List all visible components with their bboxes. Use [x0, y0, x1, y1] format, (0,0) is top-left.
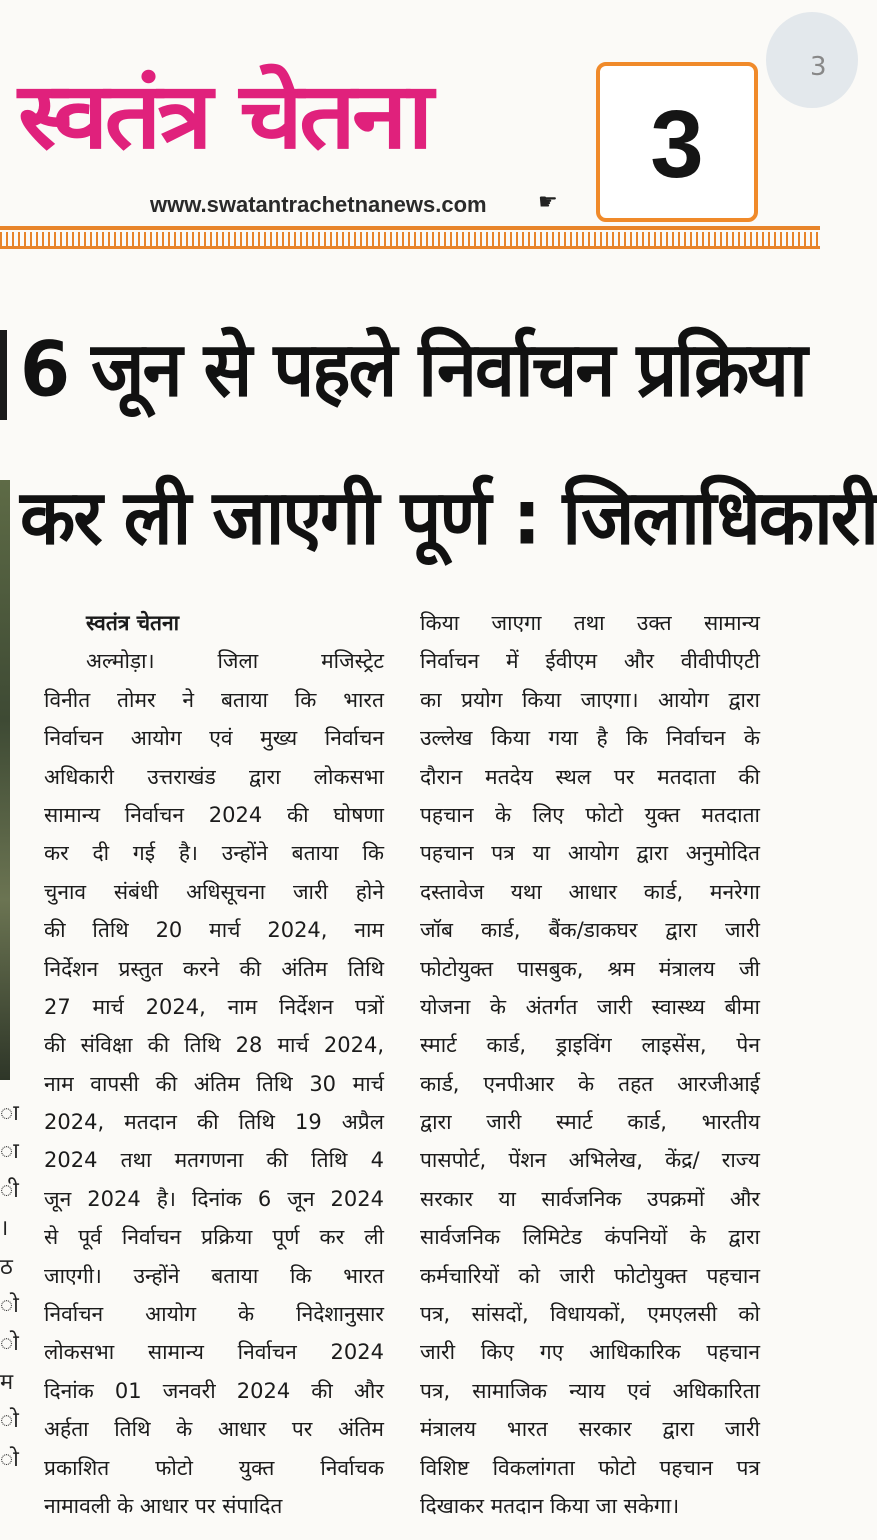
article-line: पत्र, सामाजिक न्याय एवं अधिकारिता	[420, 1378, 760, 1403]
article-line: जाएगी। उन्होंने बताया कि भारत	[44, 1263, 384, 1288]
adjacent-photo-fragment	[0, 480, 10, 1080]
headline-line-2: कर ली जाएगी पूर्ण : जिलाधिकारी	[20, 473, 877, 562]
article-line: का प्रयोग किया जाएगा। आयोग द्वारा	[420, 687, 760, 712]
article-line: जारी किए गए आधिकारिक पहचान	[420, 1340, 760, 1365]
article-line: से पूर्व निर्वाचन प्रक्रिया पूर्ण कर ली	[44, 1225, 384, 1250]
fragment-glyph: ा	[0, 1101, 19, 1126]
article-line: प्रकाशित फोटो युक्त निर्वाचक	[44, 1455, 384, 1480]
article-line: सरकार या सार्वजनिक उपक्रमों और	[420, 1186, 760, 1211]
fragment-glyph: म	[0, 1369, 14, 1395]
article-line: नाम वापसी की अंतिम तिथि 30 मार्च	[44, 1071, 384, 1096]
masthead-divider	[0, 226, 820, 250]
article-line: 27 मार्च 2024, नाम निर्देशन पत्रों	[44, 994, 384, 1019]
article-line: सामान्य निर्वाचन 2024 की घोषणा	[44, 802, 384, 827]
article-line: निर्वाचन आयोग के निदेशानुसार	[44, 1302, 384, 1327]
article-line: अर्हता तिथि के आधार पर अंतिम	[44, 1417, 384, 1442]
article-column-left	[44, 604, 384, 1525]
article-line: निर्वाचन आयोग एवं मुख्य निर्वाचन	[44, 726, 384, 751]
fragment-glyph: ो	[0, 1293, 19, 1319]
article-line: दिखाकर मतदान किया जा सकेगा।	[420, 1493, 680, 1518]
fragment-glyph: ठ	[0, 1254, 13, 1280]
edge-page-badge-number: 3	[810, 52, 827, 82]
edge-page-badge	[766, 12, 858, 108]
article-line: लोकसभा सामान्य निर्वाचन 2024	[44, 1340, 384, 1365]
article-line: की संविक्षा की तिथि 28 मार्च 2024,	[44, 1033, 384, 1058]
pointing-hand-icon: ☛	[538, 190, 558, 215]
article-line: निर्देशन प्रस्तुत करने की अंतिम तिथि	[44, 956, 384, 981]
article-line: की तिथि 20 मार्च 2024, नाम	[44, 918, 384, 943]
article-line: स्मार्ट कार्ड, ड्राइविंग लाइसेंस, पेन	[420, 1033, 760, 1058]
article-line: योजना के अंतर्गत जारी स्वास्थ्य बीमा	[420, 994, 760, 1019]
article-line: कार्ड, एनपीआर के तहत आरजीआई	[420, 1071, 760, 1096]
article-line: 2024, मतदान की तिथि 19 अप्रैल	[44, 1110, 384, 1135]
article-line: चुनाव संबंधी अधिसूचना जारी होने	[44, 879, 384, 904]
article-line: पहचान पत्र या आयोग द्वारा अनुमोदित	[420, 841, 760, 866]
website-url: www.swatantrachetnanews.com	[150, 192, 487, 217]
article-line: विनीत तोमर ने बताया कि भारत	[44, 687, 384, 712]
article-line: फोटोयुक्त पासबुक, श्रम मंत्रालय जी	[420, 956, 760, 981]
article-line: विशिष्ट विकलांगता फोटो पहचान पत्र	[420, 1455, 760, 1480]
fragment-glyph: ो	[0, 1331, 19, 1357]
article-line: अल्मोड़ा। जिला मजिस्ट्रेट	[86, 649, 384, 674]
page-number: 3	[650, 91, 704, 198]
page-number-box	[596, 62, 758, 222]
fragment-glyph: ो	[0, 1408, 19, 1434]
article-line: अधिकारी उत्तराखंड द्वारा लोकसभा	[44, 764, 384, 789]
headline-line-1: 6 जून से पहले निर्वाचन प्रक्रिया	[20, 325, 806, 414]
article-line: कर दी गई है। उन्होंने बताया कि	[44, 841, 384, 866]
fragment-glyph: ो	[0, 1446, 19, 1472]
article-line: पासपोर्ट, पेंशन अभिलेख, केंद्र/ राज्य	[420, 1148, 760, 1173]
fragment-glyph: ा	[0, 1139, 19, 1165]
article-line: पत्र, सांसदों, विधायकों, एमएलसी को	[420, 1302, 760, 1327]
article-line: नामावली के आधार पर संपादित	[44, 1493, 283, 1518]
article-column-right	[420, 604, 760, 1525]
adjacent-article-fragment	[0, 330, 7, 420]
article-line: कर्मचारियों को जारी फोटोयुक्त पहचान	[420, 1263, 760, 1288]
article-line: पहचान के लिए फोटो युक्त मतदाता	[420, 802, 760, 827]
fragment-glyph: ी	[0, 1177, 19, 1203]
article-line: दौरान मतदेय स्थल पर मतदाता की	[420, 764, 760, 789]
article-line: 2024 तथा मतगणना की तिथि 4	[44, 1148, 384, 1173]
article-line: दिनांक 01 जनवरी 2024 की और	[44, 1378, 384, 1403]
article-line: जॉब कार्ड, बैंक/डाकघर द्वारा जारी	[420, 918, 760, 943]
article-line: मंत्रालय भारत सरकार द्वारा जारी	[420, 1417, 760, 1442]
article-line: दस्तावेज यथा आधार कार्ड, मनरेगा	[420, 879, 760, 904]
article-line: द्वारा जारी स्मार्ट कार्ड, भारतीय	[420, 1110, 760, 1135]
article-line: जून 2024 है। दिनांक 6 जून 2024	[44, 1186, 384, 1211]
article-line: सार्वजनिक लिमिटेड कंपनियों के द्वारा	[420, 1225, 760, 1250]
newspaper-masthead: स्वतंत्र चेतना	[18, 62, 430, 170]
article-line: उल्लेख किया गया है कि निर्वाचन के	[420, 726, 760, 751]
fragment-glyph: ।	[0, 1216, 9, 1242]
adjacent-text-fragment	[0, 1095, 19, 1479]
byline: स्वतंत्र चेतना	[86, 611, 180, 635]
article-line: निर्वाचन में ईवीएम और वीवीपीएटी	[420, 649, 760, 674]
article-line: किया जाएगा तथा उक्त सामान्य	[420, 611, 760, 635]
